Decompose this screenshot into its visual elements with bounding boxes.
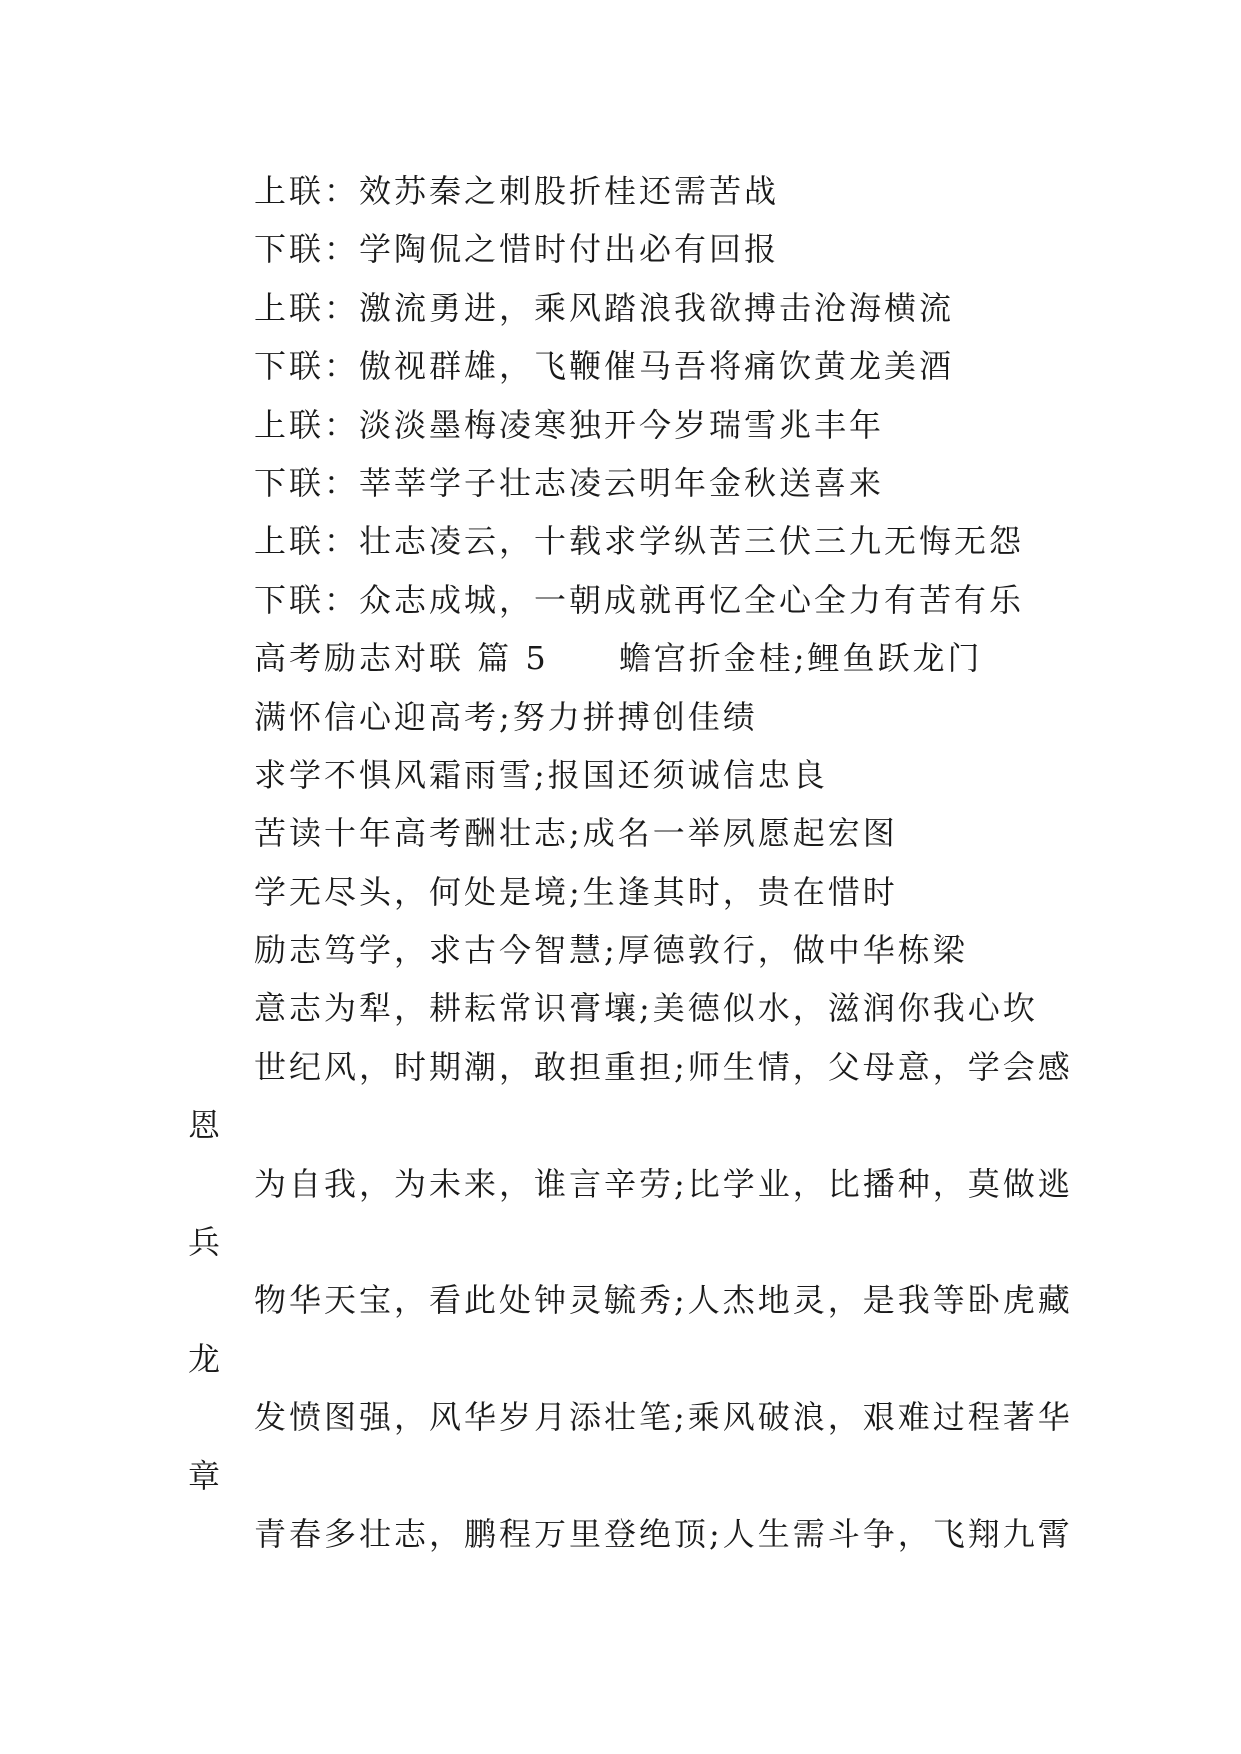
text-line: 上联：壮志凌云，十载求学纵苦三伏三九无悔无怨 [254,522,1025,561]
text-line: 为自我，为未来，谁言辛劳;比学业，比播种，莫做逃 [254,1164,1073,1203]
text-line: 满怀信心迎高考;努力拼搏创佳绩 [254,697,758,736]
text-line: 苦读十年高考酬壮志;成名一举夙愿起宏图 [254,814,898,853]
text-line: 励志笃学，求古今智慧;厚德敦行，做中华栋梁 [254,931,968,970]
text-line: 高考励志对联 篇 5 蟾宫折金桂;鲤鱼跃龙门 [254,639,983,678]
text-line: 上联：淡淡墨梅凌寒独开今岁瑞雪兆丰年 [254,405,885,444]
text-line: 下联：莘莘学子壮志凌云明年金秋送喜来 [254,463,885,502]
text-line: 求学不惧风霜雨雪;报国还须诚信忠良 [254,755,828,794]
text-line: 意志为犁，耕耘常识膏壤;美德似水，滋润你我心坎 [254,989,1038,1028]
text-line: 物华天宝，看此处钟灵毓秀;人杰地灵，是我等卧虎藏 [254,1281,1073,1320]
text-line: 下联：傲视群雄，飞鞭催马吾将痛饮黄龙美酒 [254,347,955,386]
body-text [188,162,1073,1563]
text-line: 学无尽头，何处是境;生逢其时，贵在惜时 [254,872,898,911]
text-line: 上联：激流勇进，乘风踏浪我欲搏击沧海横流 [254,288,955,327]
text-line-wrap: 章 [188,1456,224,1495]
text-line: 上联：效苏秦之刺股折桂还需苦战 [254,172,780,210]
text-line-wrap: 恩 [188,1106,224,1145]
text-line: 下联：众志成城，一朝成就再忆全心全力有苦有乐 [254,580,1025,619]
text-line: 发愤图强，风华岁月添壮笔;乘风破浪，艰难过程著华 [254,1398,1073,1437]
text-line-wrap: 兵 [188,1223,224,1262]
text-line-wrap: 龙 [188,1339,224,1378]
text-line: 下联：学陶侃之惜时付出必有回报 [254,230,780,269]
text-line: 世纪风，时期潮，敢担重担;师生情，父母意，学会感 [254,1047,1073,1086]
text-line: 青春多壮志，鹏程万里登绝顶;人生需斗争，飞翔九霄 [254,1514,1073,1553]
